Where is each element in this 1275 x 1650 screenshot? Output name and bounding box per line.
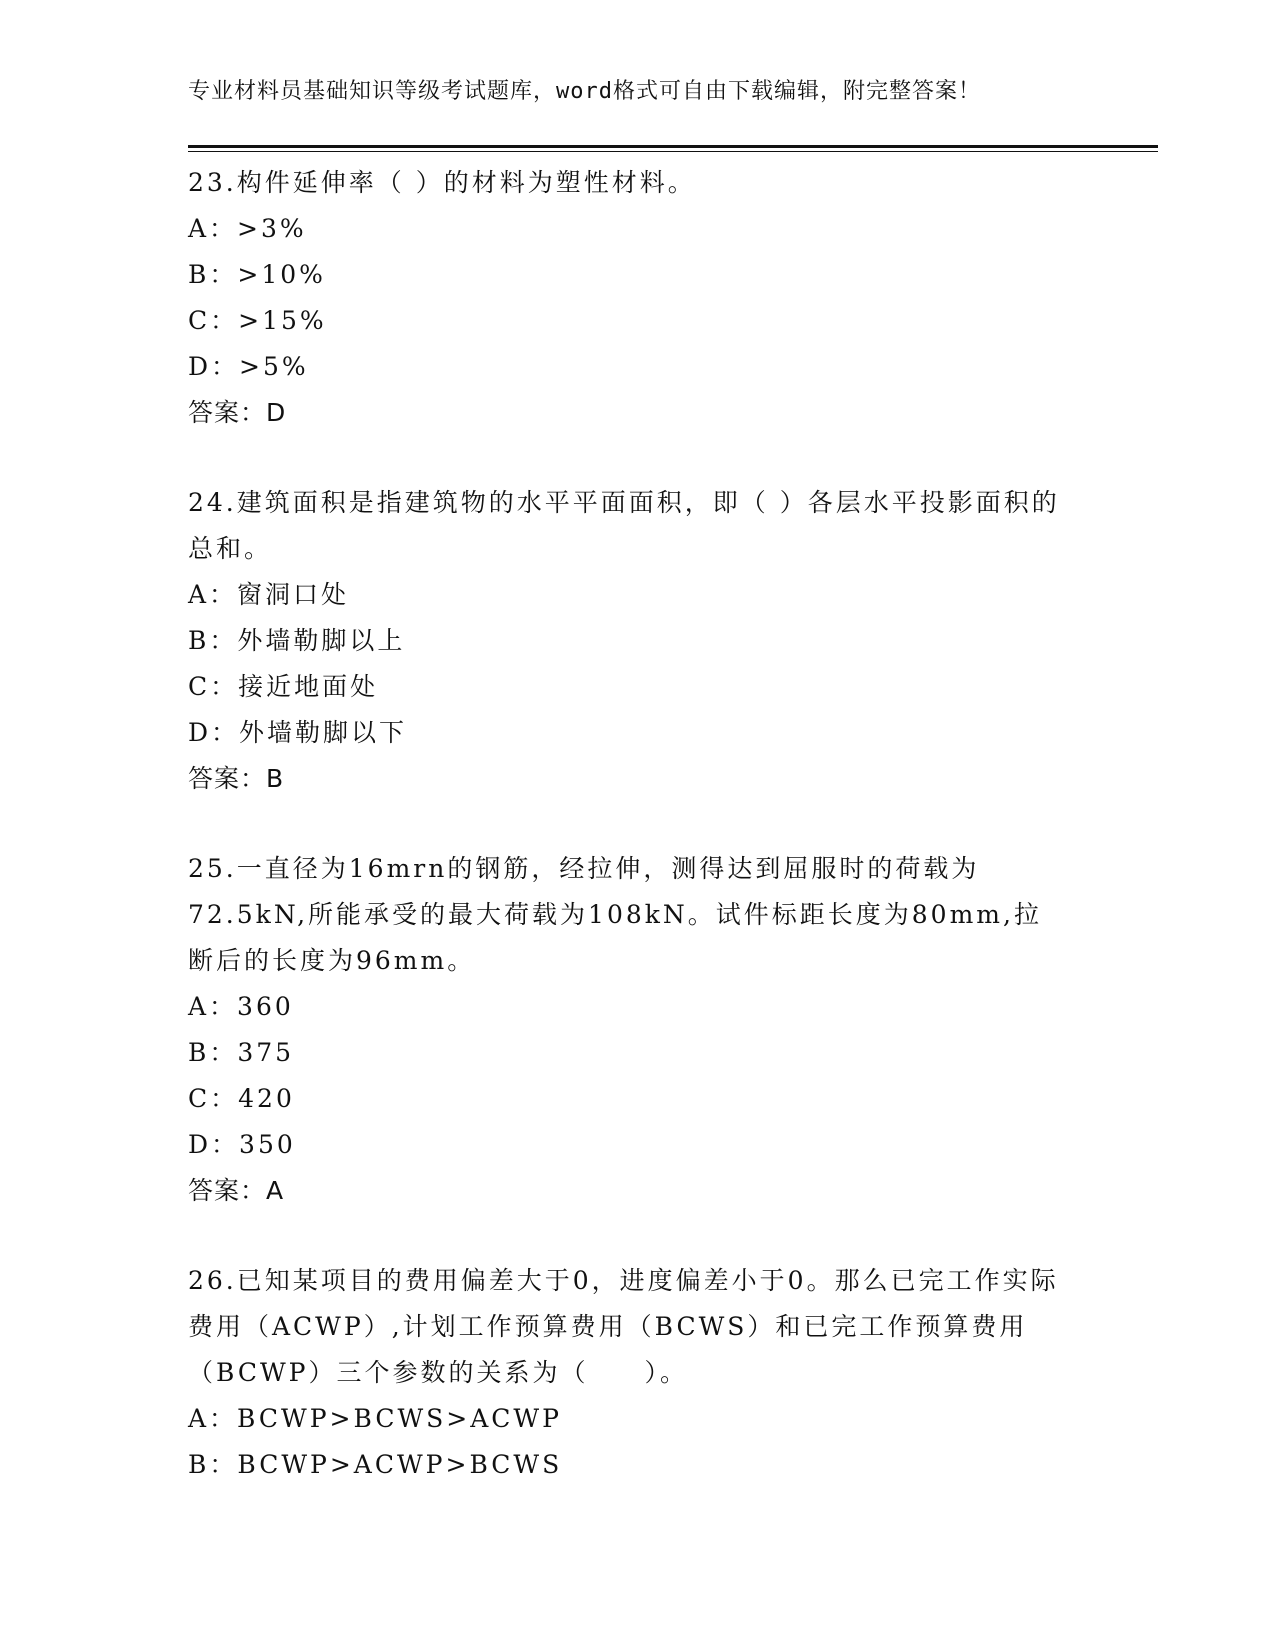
question-stem: 23.构件延伸率（ ）的材料为塑性材料。 [188,168,696,197]
option-c: C：接近地面处 [188,672,379,701]
page-header: 专业材料员基础知识等级考试题库，word格式可自由下载编辑，附完整答案！ [188,79,981,104]
answer: 答案：B [188,764,285,793]
option-d: D：>5% [188,352,309,381]
header-rule-thin [188,151,1158,152]
question-stem: 26.已知某项目的费用偏差大于0，进度偏差小于0。那么已完工作实际费用（ACWP）,计划工作预算费用（BCWS）和已完工作预算费用（BCWP）三个参数的关系为（ ）。 [188,1266,1059,1387]
header-rule-thick [188,145,1158,148]
question-24 [188,480,1068,802]
option-b: B：BCWP>ACWP>BCWS [188,1450,563,1479]
option-c: C：420 [188,1084,295,1113]
option-d: D：外墙勒脚以下 [188,718,408,747]
question-list [188,160,1068,1488]
question-stem: 25.一直径为16mrn的钢筋，经拉伸，测得达到屈服时的荷载为72.5kN,所能承受的最大荷载为108kN。试件标距长度为80mm,拉断后的长度为96mm。 [188,854,1042,975]
option-c: C：>15% [188,306,327,335]
option-a: A：窗洞口处 [188,580,350,609]
option-a: A：BCWP>BCWS>ACWP [188,1404,562,1433]
option-b: B：375 [188,1038,295,1067]
option-a: A：360 [188,992,294,1021]
option-d: D：350 [188,1130,296,1159]
option-a: A：>3% [188,214,307,243]
question-26 [188,1258,1068,1488]
option-b: B：>10% [188,260,326,289]
answer: 答案：A [188,1176,285,1205]
question-25 [188,846,1068,1214]
answer: 答案：D [188,398,287,427]
question-stem: 24.建筑面积是指建筑物的水平平面面积，即（ ）各层水平投影面积的总和。 [188,488,1060,563]
question-23 [188,160,1068,436]
option-b: B：外墙勒脚以上 [188,626,406,655]
